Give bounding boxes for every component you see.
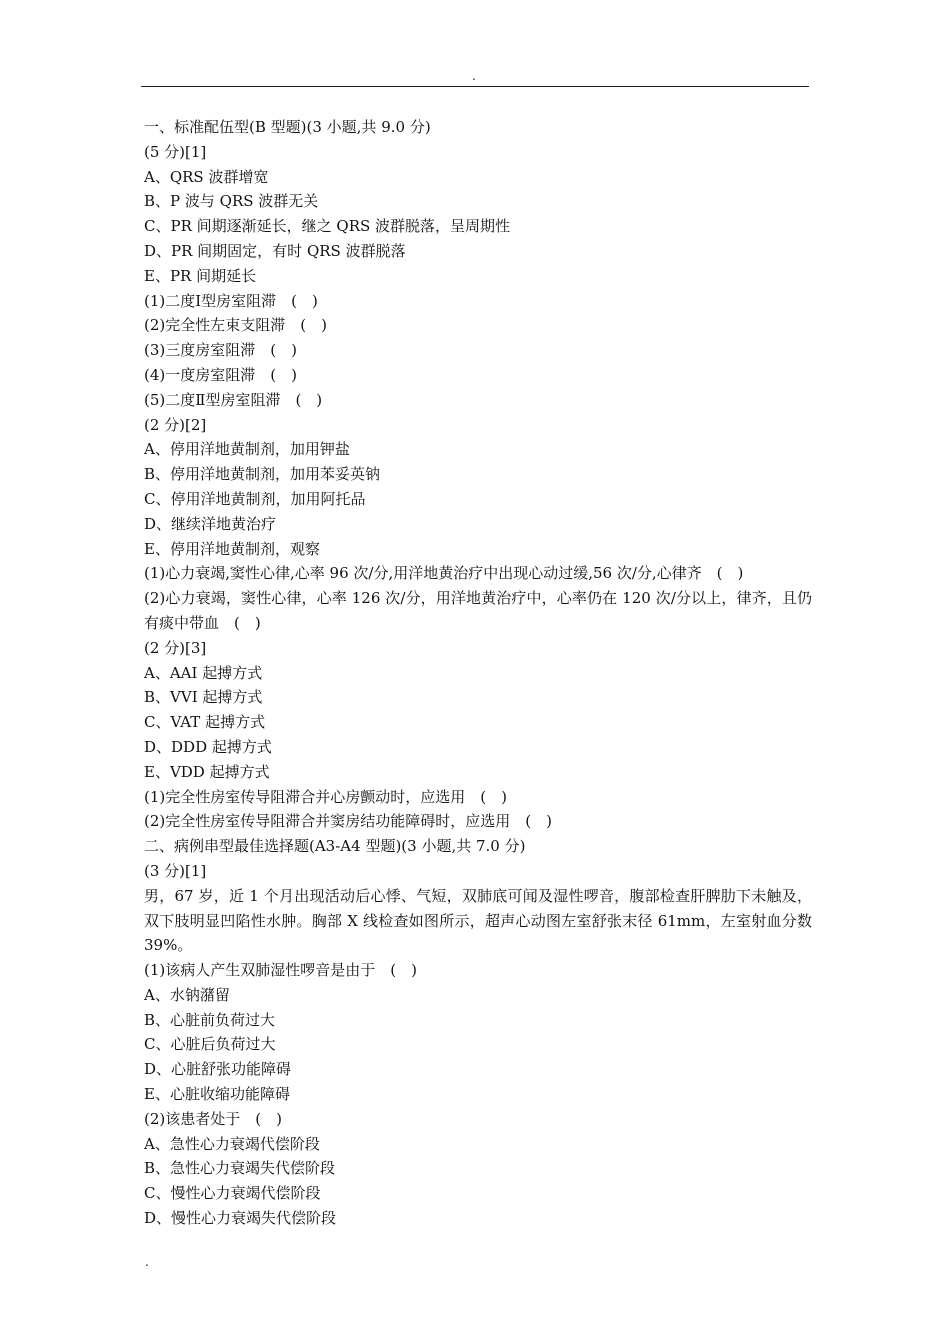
text-line: A、急性心力衰竭代偿阶段 xyxy=(144,1134,320,1153)
text-line: B、VVI 起搏方式 xyxy=(144,688,263,707)
text-line: (2 分)[2] xyxy=(144,415,207,434)
text-line: (1)完全性房室传导阻滞合并心房颤动时，应选用 ( ) xyxy=(144,787,507,806)
text-line: D、心脏舒张功能障碍 xyxy=(144,1060,292,1079)
text-line: (1)二度Ⅰ型房室阻滞 ( ) xyxy=(144,291,318,310)
text-line: (4)一度房室阻滞 ( ) xyxy=(144,365,297,384)
text-line: B、急性心力衰竭失代偿阶段 xyxy=(144,1159,336,1178)
text-line: B、P 波与 QRS 波群无关 xyxy=(144,192,319,211)
text-line: 男，67 岁，近 1 个月出现活动后心悸、气短，双肺底可闻及湿性啰音，腹部检查肝脾肋下未触及，双下肢明显凹陷性水肿。胸部 X 线检查如图所示，超声心动图左室舒张末径 61mm，左室射血分数 39%。 xyxy=(144,886,812,955)
text-line: (2)心力衰竭，窦性心律，心率 126 次/分，用洋地黄治疗中，心率仍在 120 次/分以上，律齐，且仍有痰中带血 ( ) xyxy=(144,589,812,632)
text-line: A、停用洋地黄制剂，加用钾盐 xyxy=(144,440,350,459)
header-rule xyxy=(141,86,809,87)
text-line: D、慢性心力衰竭失代偿阶段 xyxy=(144,1209,337,1228)
document-body xyxy=(144,115,812,1231)
text-line: (2)完全性左束支阻滞 ( ) xyxy=(144,316,327,335)
text-line: (3)三度房室阻滞 ( ) xyxy=(144,341,297,360)
text-line: (5 分)[1] xyxy=(144,142,207,161)
text-line: C、停用洋地黄制剂，加用阿托品 xyxy=(144,489,366,508)
text-line: (3 分)[1] xyxy=(144,861,207,880)
text-line: 二、病例串型最佳选择题(A3-A4 型题)(3 小题,共 7.0 分) xyxy=(144,837,526,856)
text-line: D、继续洋地黄治疗 xyxy=(144,514,277,533)
header-mark: . xyxy=(472,69,476,83)
text-line: (1)该病人产生双肺湿性啰音是由于 ( ) xyxy=(144,961,417,980)
text-line: 一、标准配伍型(B 型题)(3 小题,共 9.0 分) xyxy=(144,118,431,136)
text-line: B、心脏前负荷过大 xyxy=(144,1010,276,1029)
text-line: E、VDD 起搏方式 xyxy=(144,762,270,781)
text-line: (2)完全性房室传导阻滞合并窦房结功能障碍时，应选用 ( ) xyxy=(144,812,552,831)
text-line: (2)该患者处于 ( ) xyxy=(144,1109,282,1128)
text-line: (5)二度Ⅱ型房室阻滞 ( ) xyxy=(144,390,323,409)
text-line: A、水钠潴留 xyxy=(144,985,230,1004)
text-line: (2 分)[3] xyxy=(144,638,207,657)
text-line: D、DDD 起搏方式 xyxy=(144,737,272,756)
text-line: E、心脏收缩功能障碍 xyxy=(144,1085,290,1104)
text-line: C、心脏后负荷过大 xyxy=(144,1035,276,1054)
text-line: C、PR 间期逐渐延长，继之 QRS 波群脱落，呈周期性 xyxy=(144,217,511,236)
text-line: B、停用洋地黄制剂，加用苯妥英钠 xyxy=(144,465,381,484)
text-line: E、PR 间期延长 xyxy=(144,266,257,285)
text-line: C、VAT 起搏方式 xyxy=(144,713,266,732)
text-line: A、QRS 波群增宽 xyxy=(144,167,269,186)
footer-mark: . xyxy=(145,1255,149,1269)
text-line: D、PR 间期固定，有时 QRS 波群脱落 xyxy=(144,241,406,260)
text-line: E、停用洋地黄制剂，观察 xyxy=(144,539,320,558)
text-line: (1)心力衰竭,窦性心律,心率 96 次/分,用洋地黄治疗中出现心动过缓,56 次/分,心律齐 ( ) xyxy=(144,564,744,583)
text-line: C、慢性心力衰竭代偿阶段 xyxy=(144,1184,321,1203)
text-line: A、AAI 起搏方式 xyxy=(144,663,263,682)
